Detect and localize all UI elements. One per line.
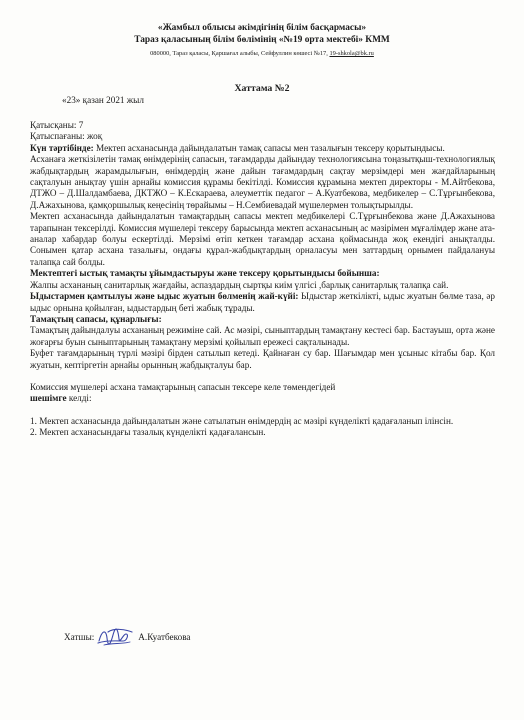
section-dishes-heading: Ыдыстармен қамтылуы және ыдыс жуатын бөлменің жай-күйі: — [30, 291, 299, 302]
signature-name: А.Куатбекова — [138, 632, 191, 642]
signature-label: Хатшы: — [64, 632, 95, 642]
email-link[interactable]: 19-shkola@bk.ru — [329, 50, 374, 57]
paragraph-inspection: Мектеп асханасында дайындалатын тамақтардың сапасы мектеп медбикелері С.Тұрғынбекова және Д.Ажахынова тарапынан тексерілді. Комиссия мүшелері тексеру барысында мектеп асханасының ас мәзірімен мұғалімдер және ата-аналар хабардар болуы ескертілді. Мерзімі өтіп кеткен тағамдар асхана қоймасында жоқ екендігі анықталды. Сонымен қатар асхана тазалығы, ондағы құрал-жабдықтардың орналасуы мен заттардың орнымен пайдалануы талапқа сай болды. — [30, 211, 495, 267]
paragraph-commission: Асханаға жеткізілетін тамақ өнімдерінің сапасын, тағамдарды дайындау технологиясына тоңазытқыш-технологиялық жабдықтардың жарамдылығын, өнімдердің және дайын тағамдардың сақтау мерзімдері мен жағдайларының сақталуын анықтау үшін арнайы комиссия құрамы бекітілді. Комиссия құрамына мектеп директоры - М.Айтбекова, ДТЖО – Д.Шалдамбаева, ДКТЖО – К.Ескараева, әлеуметтік педагог – А.Куатбекова, медбикелер – С.Тұрғынбекова, Д.Ажахынова, қамқоршылық кеңесінің төрайымы – Н.Сембиевадай мүшелермен толықтырылды. — [30, 154, 495, 210]
attended-count: Қатысқаны: 7 — [30, 120, 84, 130]
section-dishes — [30, 291, 495, 314]
agenda-label: Күн тәртібінде: — [30, 142, 94, 153]
decision-label: шешімге — [30, 393, 67, 404]
section-quality-text-1: Тамақтың дайындалуы асхананың режиміне сай. Ас мәзірі, сыныптардың тамақтану кестесі бар. Бастауыш, орта және жоғарғы буын сыныптарының тамақтану мерзімі қойылып ережесі сақталынады. — [30, 325, 495, 347]
document-body — [30, 120, 495, 439]
signature-scribble — [96, 626, 136, 648]
header-address — [0, 48, 524, 59]
section-quality-heading: Тамақтың сапасы, құнарлығы: — [30, 313, 162, 324]
document-date: «23» қазан 2021 жыл — [62, 95, 144, 105]
section-dishes-text: Ыдыстар жеткілікті, ыдыс жуатын бөлме таза, әр ыдыс орнына қойылған, ыдыстардың беті жабық тұрады. — [30, 291, 495, 313]
agenda — [30, 143, 495, 154]
address-text: 080000, Тараз қаласы, Қаршағал алыбы, Сейфуллин көшесі №17, — [150, 50, 328, 57]
section-hot-meals-text: Жалпы асхананың санитарлық жағдайы, аспаздардың сыртқы киім үлгісі ,барлық санитарлық талапқа сай. — [30, 279, 449, 290]
header-organization: «Жамбыл облысы әкімдігінің білім басқармасы» — [157, 23, 367, 33]
section-hot-meals-heading: Мектептегі ыстық тамақты ұйымдастыруы және тексеру қорытындысы бойынша: — [30, 268, 380, 279]
signature-block — [64, 626, 191, 648]
decision-intro: Комиссия мүшелері асхана тамақтарының сапасын тексере келе төмендегідей — [30, 381, 336, 392]
decision-label-tail: келді: — [66, 393, 92, 404]
decision-label-line — [30, 393, 495, 404]
agenda-text: Мектеп асханасында дайындалатын тамақ сапасы мен тазалығын тексеру қорытындысы. — [93, 142, 445, 153]
decision-item-1: 1. Мектеп асханасында дайындалатын және сатылатын өнімдердің ас мәзірі күнделікті қадағаланып ілінсін. — [30, 415, 454, 426]
decision-item-2: 2. Мектеп асханасындағы тазалық күнделікті қадағалансын. — [30, 427, 266, 438]
document-title: Хаттама №2 — [234, 83, 290, 94]
absent-count: Қатыспағаны: жоқ — [30, 131, 103, 142]
section-quality-text-2: Буфет тағамдарының түрлі мәзірі бірден сатылып кетеді. Қайнаған су бар. Шағымдар мен ұсыныс кітабы бар. Қол жуатын, кептіргетін арнайы орынның жабдықталуы бар. — [30, 348, 495, 370]
header-school: Тараз қаласының білім бөлімінің «№19 орта мектебі» КММ — [134, 35, 390, 45]
